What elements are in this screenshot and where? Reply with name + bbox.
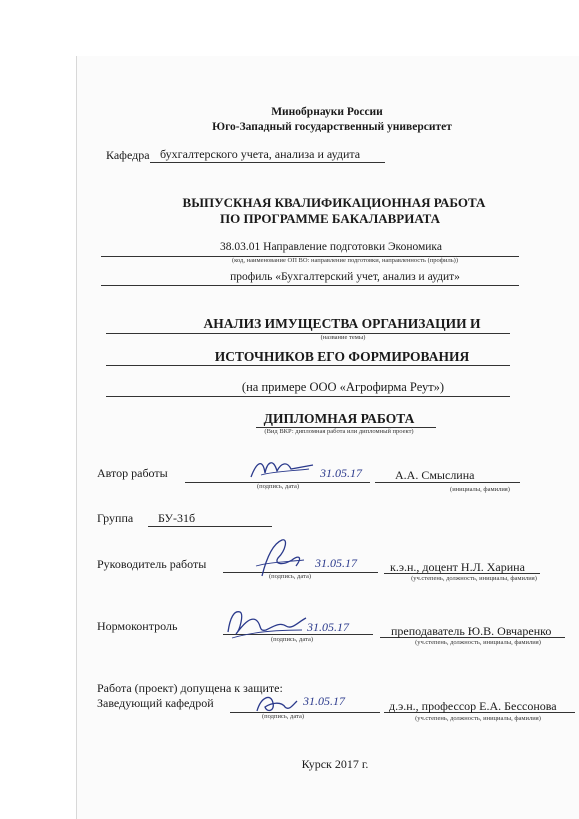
normcontrol-label: Нормоконтроль: [97, 619, 178, 633]
supervisor-signature: [252, 536, 308, 578]
normcontrol-date: 31.05.17: [307, 620, 349, 634]
direction-caption: (код, наименование ОП ВО: направление подготовки, направленность (профиль)): [232, 257, 458, 264]
admission-date: 31.05.17: [303, 694, 345, 708]
head-of-department-label: Заведующий кафедрой: [97, 696, 214, 710]
author-signature: [247, 453, 317, 483]
group-underline: [148, 526, 272, 527]
author-date: 31.05.17: [320, 466, 362, 480]
supervisor-sign-caption: (подпись, дата): [268, 573, 312, 580]
supervisor-date: 31.05.17: [315, 556, 357, 570]
group-label: Группа: [97, 511, 134, 525]
ministry-name: Минобрнауки России: [271, 106, 383, 118]
topic-underline-3: [106, 396, 510, 397]
author-name-caption: (инициалы, фамилия): [450, 486, 510, 493]
author-name: А.А. Смыслина: [395, 468, 475, 482]
topic-caption: (название темы): [320, 334, 366, 341]
profile-underline: [101, 285, 519, 286]
group-value: БУ-31б: [158, 511, 196, 525]
admission-sign-caption: (подпись, дата): [261, 713, 305, 720]
supervisor-name-caption: (уч.степень, должность, инициалы, фамилия): [411, 575, 537, 582]
university-name: Юго-Западный государственный университет: [212, 121, 452, 133]
admission-name-caption: (уч.степень, должность, инициалы, фамилия): [415, 715, 541, 722]
work-type-line1: ВЫПУСКНАЯ КВАЛИФИКАЦИОННАЯ РАБОТА: [182, 195, 486, 210]
topic-underline-2: [106, 365, 510, 366]
supervisor-name: к.э.н., доцент Н.Л. Харина: [390, 560, 525, 574]
normcontrol-name-caption: (уч.степень, должность, инициалы, фамилия): [415, 639, 541, 646]
topic-line3: (на примере ООО «Агрофирма Реут»): [241, 380, 445, 394]
supervisor-label: Руководитель работы: [97, 557, 207, 571]
page-edge: [76, 56, 77, 819]
author-label: Автор работы: [97, 466, 168, 480]
topic-underline-1: [106, 333, 510, 334]
department-label: Кафедра: [106, 148, 150, 162]
normcontrol-name: преподаватель Ю.В. Овчаренко: [391, 624, 552, 638]
direction-value: 38.03.01 Направление подготовки Экономика: [220, 241, 442, 253]
city-year: Курск 2017 г.: [301, 757, 369, 771]
profile-value: профиль «Бухгалтерский учет, анализ и аудит»: [230, 271, 460, 283]
vkr-kind-value: ДИПЛОМНАЯ РАБОТА: [263, 411, 415, 426]
topic-line1: АНАЛИЗ ИМУЩЕСТВА ОРГАНИЗАЦИИ И: [203, 316, 481, 331]
topic-line2: ИСТОЧНИКОВ ЕГО ФОРМИРОВАНИЯ: [214, 349, 470, 364]
department-value: бухгалтерского учета, анализа и аудита: [160, 147, 361, 161]
author-sign-caption: (подпись, дата): [256, 483, 300, 490]
normcontrol-sign-caption: (подпись, дата): [270, 636, 314, 643]
admission-name: д.э.н., профессор Е.А. Бессонова: [389, 699, 557, 713]
work-type-line2: ПО ПРОГРАММЕ БАКАЛАВРИАТА: [219, 211, 441, 226]
department-underline: [150, 162, 385, 163]
vkr-kind-caption: (Вид ВКР: дипломная работа или дипломный проект): [264, 428, 414, 435]
admission-line1: Работа (проект) допущена к защите:: [97, 681, 283, 695]
